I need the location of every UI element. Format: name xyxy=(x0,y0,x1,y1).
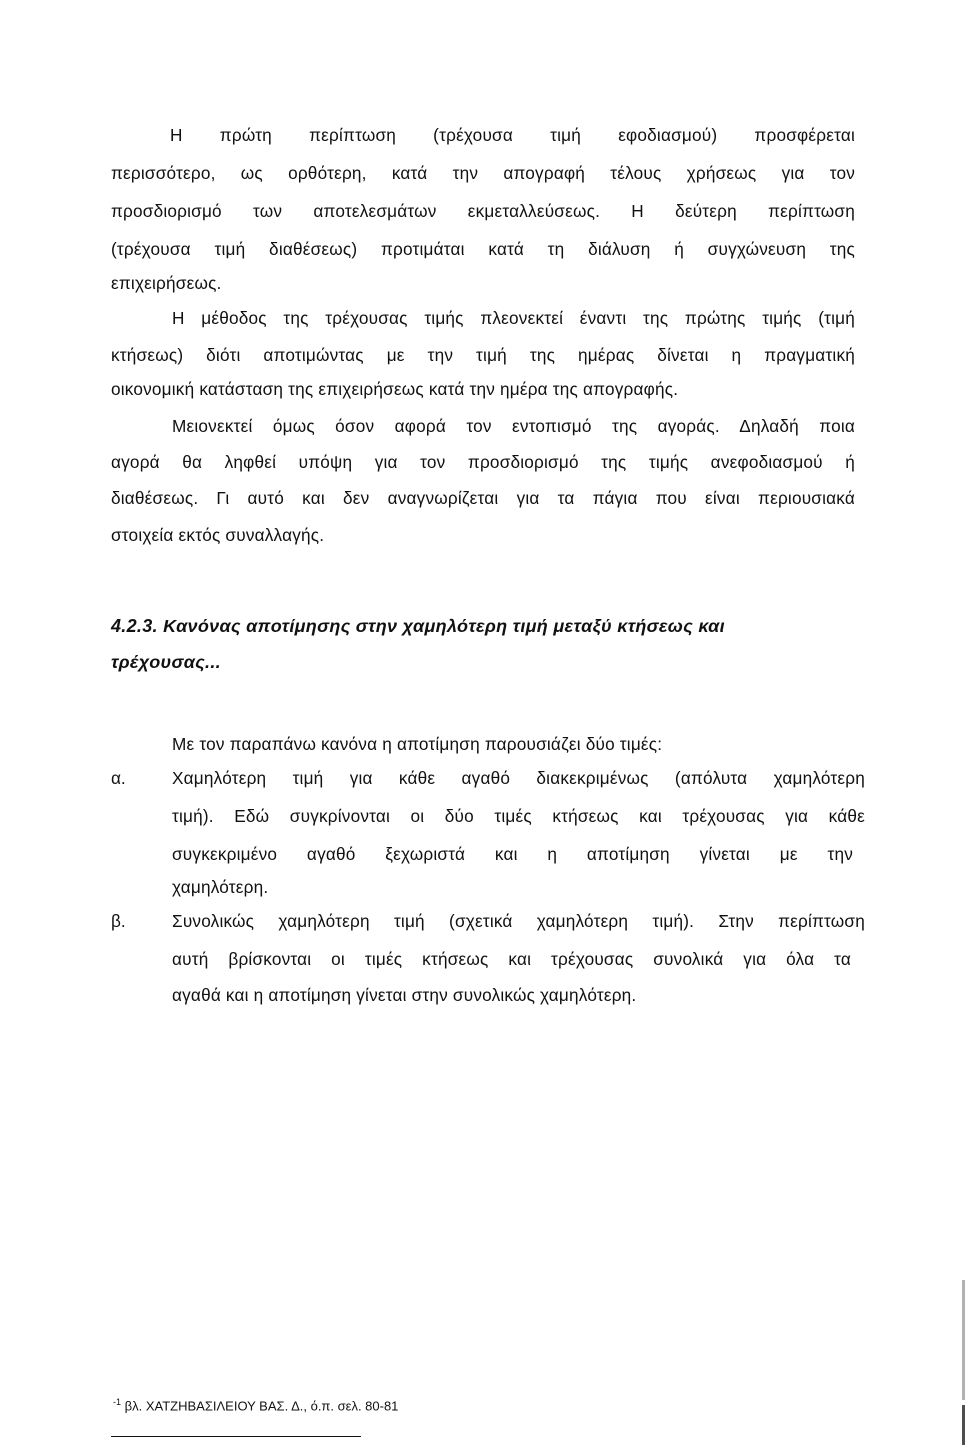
paragraph-1-line-5: επιχειρήσεως. xyxy=(111,273,222,293)
paragraph-2-line-2: κτήσεως) διότι αποτιμώντας με την τιμή της ημέρας δίνεται η πραγματική xyxy=(111,345,855,365)
list-marker-b: β. xyxy=(111,911,126,931)
paragraph-2-line-3: οικονομική κατάσταση της επιχειρήσεως κατά την ημέρα της απογραφής. xyxy=(111,379,679,399)
footnote-mark: -1 xyxy=(113,1397,122,1407)
paragraph-1-line-1: Η πρώτη περίπτωση (τρέχουσα τιμή εφοδιασμού) προσφέρεται xyxy=(170,125,855,145)
list-item-a-line-3: συγκεκριμένο αγαθό ξεχωριστά και η αποτίμηση γίνεται με την xyxy=(172,844,853,864)
paragraph-3-line-4: στοιχεία εκτός συναλλαγής. xyxy=(111,525,325,545)
section-heading-line-2: τρέχουσας... xyxy=(111,652,221,672)
list-intro: Με τον παραπάνω κανόνα η αποτίμηση παρουσιάζει δύο τιμές: xyxy=(172,734,663,754)
list-item-b-line-1: Συνολικώς χαμηλότερη τιμή (σχετικά χαμηλότερη τιμή). Στην περίπτωση xyxy=(172,911,865,931)
list-marker-a: α. xyxy=(111,768,126,788)
list-item-b-line-2: αυτή βρίσκονται οι τιμές κτήσεως και τρέχουσας συνολικά για όλα τα xyxy=(172,949,851,969)
list-item-b-line-3: αγαθά και η αποτίμηση γίνεται στην συνολικώς χαμηλότερη. xyxy=(172,985,637,1005)
scan-edge-artifact xyxy=(962,1405,965,1445)
paragraph-1-line-3: προσδιορισμό των αποτελεσμάτων εκμεταλλεύσεως. Η δεύτερη περίπτωση xyxy=(111,201,855,221)
footnote-rule xyxy=(111,1436,361,1437)
list-item-a-line-1: Χαμηλότερη τιμή για κάθε αγαθό διακεκριμένως (απόλυτα χαμηλότερη xyxy=(172,768,865,788)
section-heading-line-1: 4.2.3. Κανόνας αποτίμησης στην χαμηλότερη τιμή μεταξύ κτήσεως και xyxy=(111,616,725,636)
paragraph-1-line-2: περισσότερο, ως ορθότερη, κατά την απογραφή τέλους χρήσεως για τον xyxy=(111,163,855,183)
footnote xyxy=(113,1394,398,1414)
footnote-text: βλ. ΧΑΤΖΗΒΑΣΙΛΕΙΟΥ ΒΑΣ. Δ., ό.π. σελ. 80-81 xyxy=(124,1398,399,1414)
paragraph-1-line-4: (τρέχουσα τιμή διαθέσεως) προτιμάται κατά τη διάλυση ή συγχώνευση της xyxy=(111,239,855,259)
paragraph-3-line-3: διαθέσεως. Γι αυτό και δεν αναγνωρίζεται για τα πάγια που είναι περιουσιακά xyxy=(111,488,855,508)
paragraph-2-line-1: Η μέθοδος της τρέχουσας τιμής πλεονεκτεί έναντι της πρώτης τιμής (τιμή xyxy=(172,308,855,328)
paragraph-3-line-2: αγορά θα ληφθεί υπόψη για τον προσδιορισμό της τιμής ανεφοδιασμού ή xyxy=(111,452,855,472)
list-item-a-line-2: τιμή). Εδώ συγκρίνονται οι δύο τιμές κτήσεως και τρέχουσας για κάθε xyxy=(172,806,865,826)
scan-edge-artifact xyxy=(962,1280,965,1400)
list-item-a-line-4: χαμηλότερη. xyxy=(172,877,269,897)
paragraph-3-line-1: Μειονεκτεί όμως όσον αφορά τον εντοπισμό της αγοράς. Δηλαδή ποια xyxy=(172,416,855,436)
